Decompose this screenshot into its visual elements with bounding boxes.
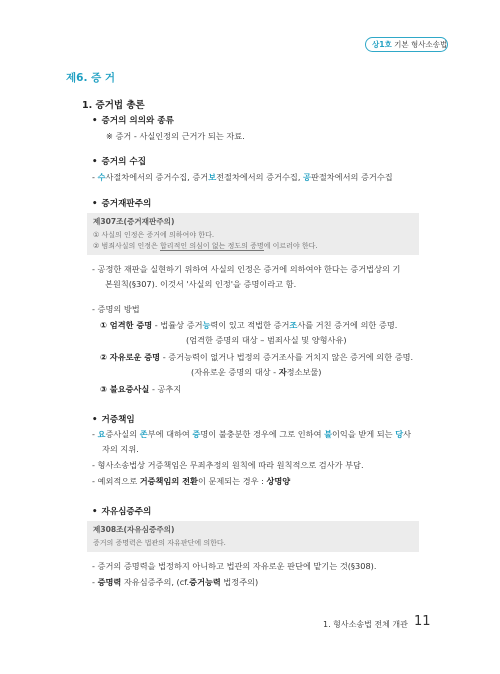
free-l2-bold-2: 증거능력 — [189, 577, 221, 587]
method-free — [100, 352, 413, 363]
burden-accent-2: 존 — [139, 429, 148, 439]
method-strict-post: 사를 거친 증거에 의한 증명. — [297, 320, 398, 330]
free-l2-bold: 증명력 — [97, 577, 122, 587]
heading-free-evaluation: • 자유심증주의 — [92, 505, 151, 517]
statute-box-308 — [87, 521, 419, 552]
collect-part-2: 사절차에서의 증거수집, 증거 — [105, 172, 209, 182]
burden-text-3: 명이 불충분한 경우에 그로 인하여 — [200, 429, 325, 439]
collect-accent-3: 공 — [303, 172, 311, 182]
collect-accent-1: 수 — [97, 172, 106, 182]
method-strict-accent-1: 능 — [202, 320, 211, 330]
method-strict-pre: - 법률상 증거 — [152, 320, 203, 330]
heading-burden: • 거증책임 — [92, 413, 135, 425]
method-strict-label: ① 엄격한 증명 — [100, 320, 153, 330]
free-line-1: - 증거의 증명력을 법정하지 아니하고 법관의 자유로운 판단에 맡기는 것(§308). — [92, 561, 377, 571]
method-free-sub-post: 정소보물) — [286, 367, 322, 377]
collect-part-4: 판절차에서의 증거수집 — [310, 172, 393, 182]
method-strict — [100, 320, 397, 331]
statute-row-2-post: 에 이르러야 한다. — [263, 242, 318, 250]
burden-line-4 — [92, 476, 290, 487]
statute-box-307 — [87, 213, 419, 255]
burden-text-2: 부에 대하여 — [147, 429, 193, 439]
free-l2-post: 법정주의) — [220, 577, 259, 587]
free-l2-mid: 자유심증주의, (cf. — [121, 577, 190, 587]
burden-accent-5: 당 — [395, 429, 404, 439]
burden-accent-1: 요 — [97, 429, 106, 439]
burden-accent-3: 증 — [192, 429, 201, 439]
heading-collect: • 증거의 수집 — [92, 155, 146, 167]
collect-text — [92, 172, 393, 183]
method-free-text: - 증거능력이 없거나 법정의 증거조사를 거치지 않은 증거에 의한 증명. — [160, 352, 414, 362]
burden-line-2: 자의 지위. — [102, 444, 139, 454]
burden-text-5: 사 — [403, 429, 412, 439]
statute-title: 제307조(증거재판주의) — [93, 217, 175, 226]
burden-l4-pre: - 예외적으로 — [92, 476, 140, 486]
statute-row-2-pre: ② 범죄사실의 인정은 — [93, 242, 161, 250]
method-strict-mid: 력이 있고 적법한 증거 — [210, 320, 290, 330]
collect-part-3: 전절차에서의 증거수집, — [216, 172, 304, 182]
statute-308-title: 제308조(자유심증주의) — [93, 525, 175, 534]
method-free-sub — [191, 367, 322, 378]
running-header — [365, 37, 448, 52]
heading-meaning: • 증거의 의의와 종류 — [92, 114, 174, 126]
method-unneeded-label: ③ 불요증사실 — [100, 384, 150, 394]
method-free-label: ② 자유로운 증명 — [100, 352, 161, 362]
statute-row-2-underlined: 합리적인 의심이 없는 정도의 증명 — [160, 242, 264, 250]
method-free-sub-pre: (자유로운 증명의 대상 - — [191, 367, 279, 377]
burden-line-1 — [92, 429, 411, 440]
meaning-note: ※ 증거 - 사실인정의 근거가 되는 자료. — [106, 131, 245, 141]
footer-chapter: 1. 형사소송법 전체 개관 — [323, 620, 408, 629]
burden-l4-bold: 거증책임의 전환 — [139, 476, 198, 486]
header-accent: 상1호 — [372, 40, 392, 49]
chapter-title: 제6. 증 거 — [66, 72, 116, 84]
free-l2-pre: - — [92, 577, 98, 587]
ruling-text-1: - 공정한 재판을 실현하기 위하여 사실의 인정은 증거에 의하여야 한다는 증거법상의 기 — [92, 264, 401, 274]
burden-dash: - — [92, 429, 98, 439]
collect-accent-2: 보 — [208, 172, 217, 182]
method-strict-accent-2: 조 — [289, 320, 298, 330]
section-title: 1. 증거법 총론 — [82, 100, 145, 111]
burden-text-1: 증사실의 — [105, 429, 140, 439]
page-number: 11 — [414, 614, 431, 629]
burden-accent-4: 불 — [324, 429, 333, 439]
method-free-sub-bold: 자 — [278, 367, 287, 377]
method-unneeded — [100, 384, 181, 395]
statute-row-1: ① 사실의 인정은 증거에 의하여야 한다. — [93, 231, 215, 239]
burden-l4-bold-2: 상명양 — [266, 476, 291, 486]
method-strict-sub: (엄격한 증명의 대상 – 범죄사실 및 양형사유) — [186, 335, 347, 345]
collect-dash: - — [92, 172, 98, 182]
burden-text-4: 이익을 받게 되는 — [332, 429, 396, 439]
heading-ruling: • 증거재판주의 — [92, 197, 151, 209]
burden-l4-mid: 이 문제되는 경우 : — [197, 476, 267, 486]
free-line-2 — [92, 577, 258, 588]
statute-row-2 — [93, 241, 413, 252]
header-book-title: 기본 형사소송법 — [394, 40, 448, 49]
statute-308-row-1: 증거의 증명력은 법관의 자유판단에 의한다. — [93, 539, 226, 547]
method-unneeded-text: - 공추지 — [149, 384, 182, 394]
ruling-text-2: 본원칙(§307). 이것서 '사실의 인정'을 증명이라고 함. — [105, 279, 297, 289]
methods-title: - 증명의 방법 — [92, 304, 140, 314]
burden-line-3: - 형사소송법상 거증책임은 무죄추정의 원칙에 따라 원칙적으로 검사가 부담. — [92, 460, 364, 470]
